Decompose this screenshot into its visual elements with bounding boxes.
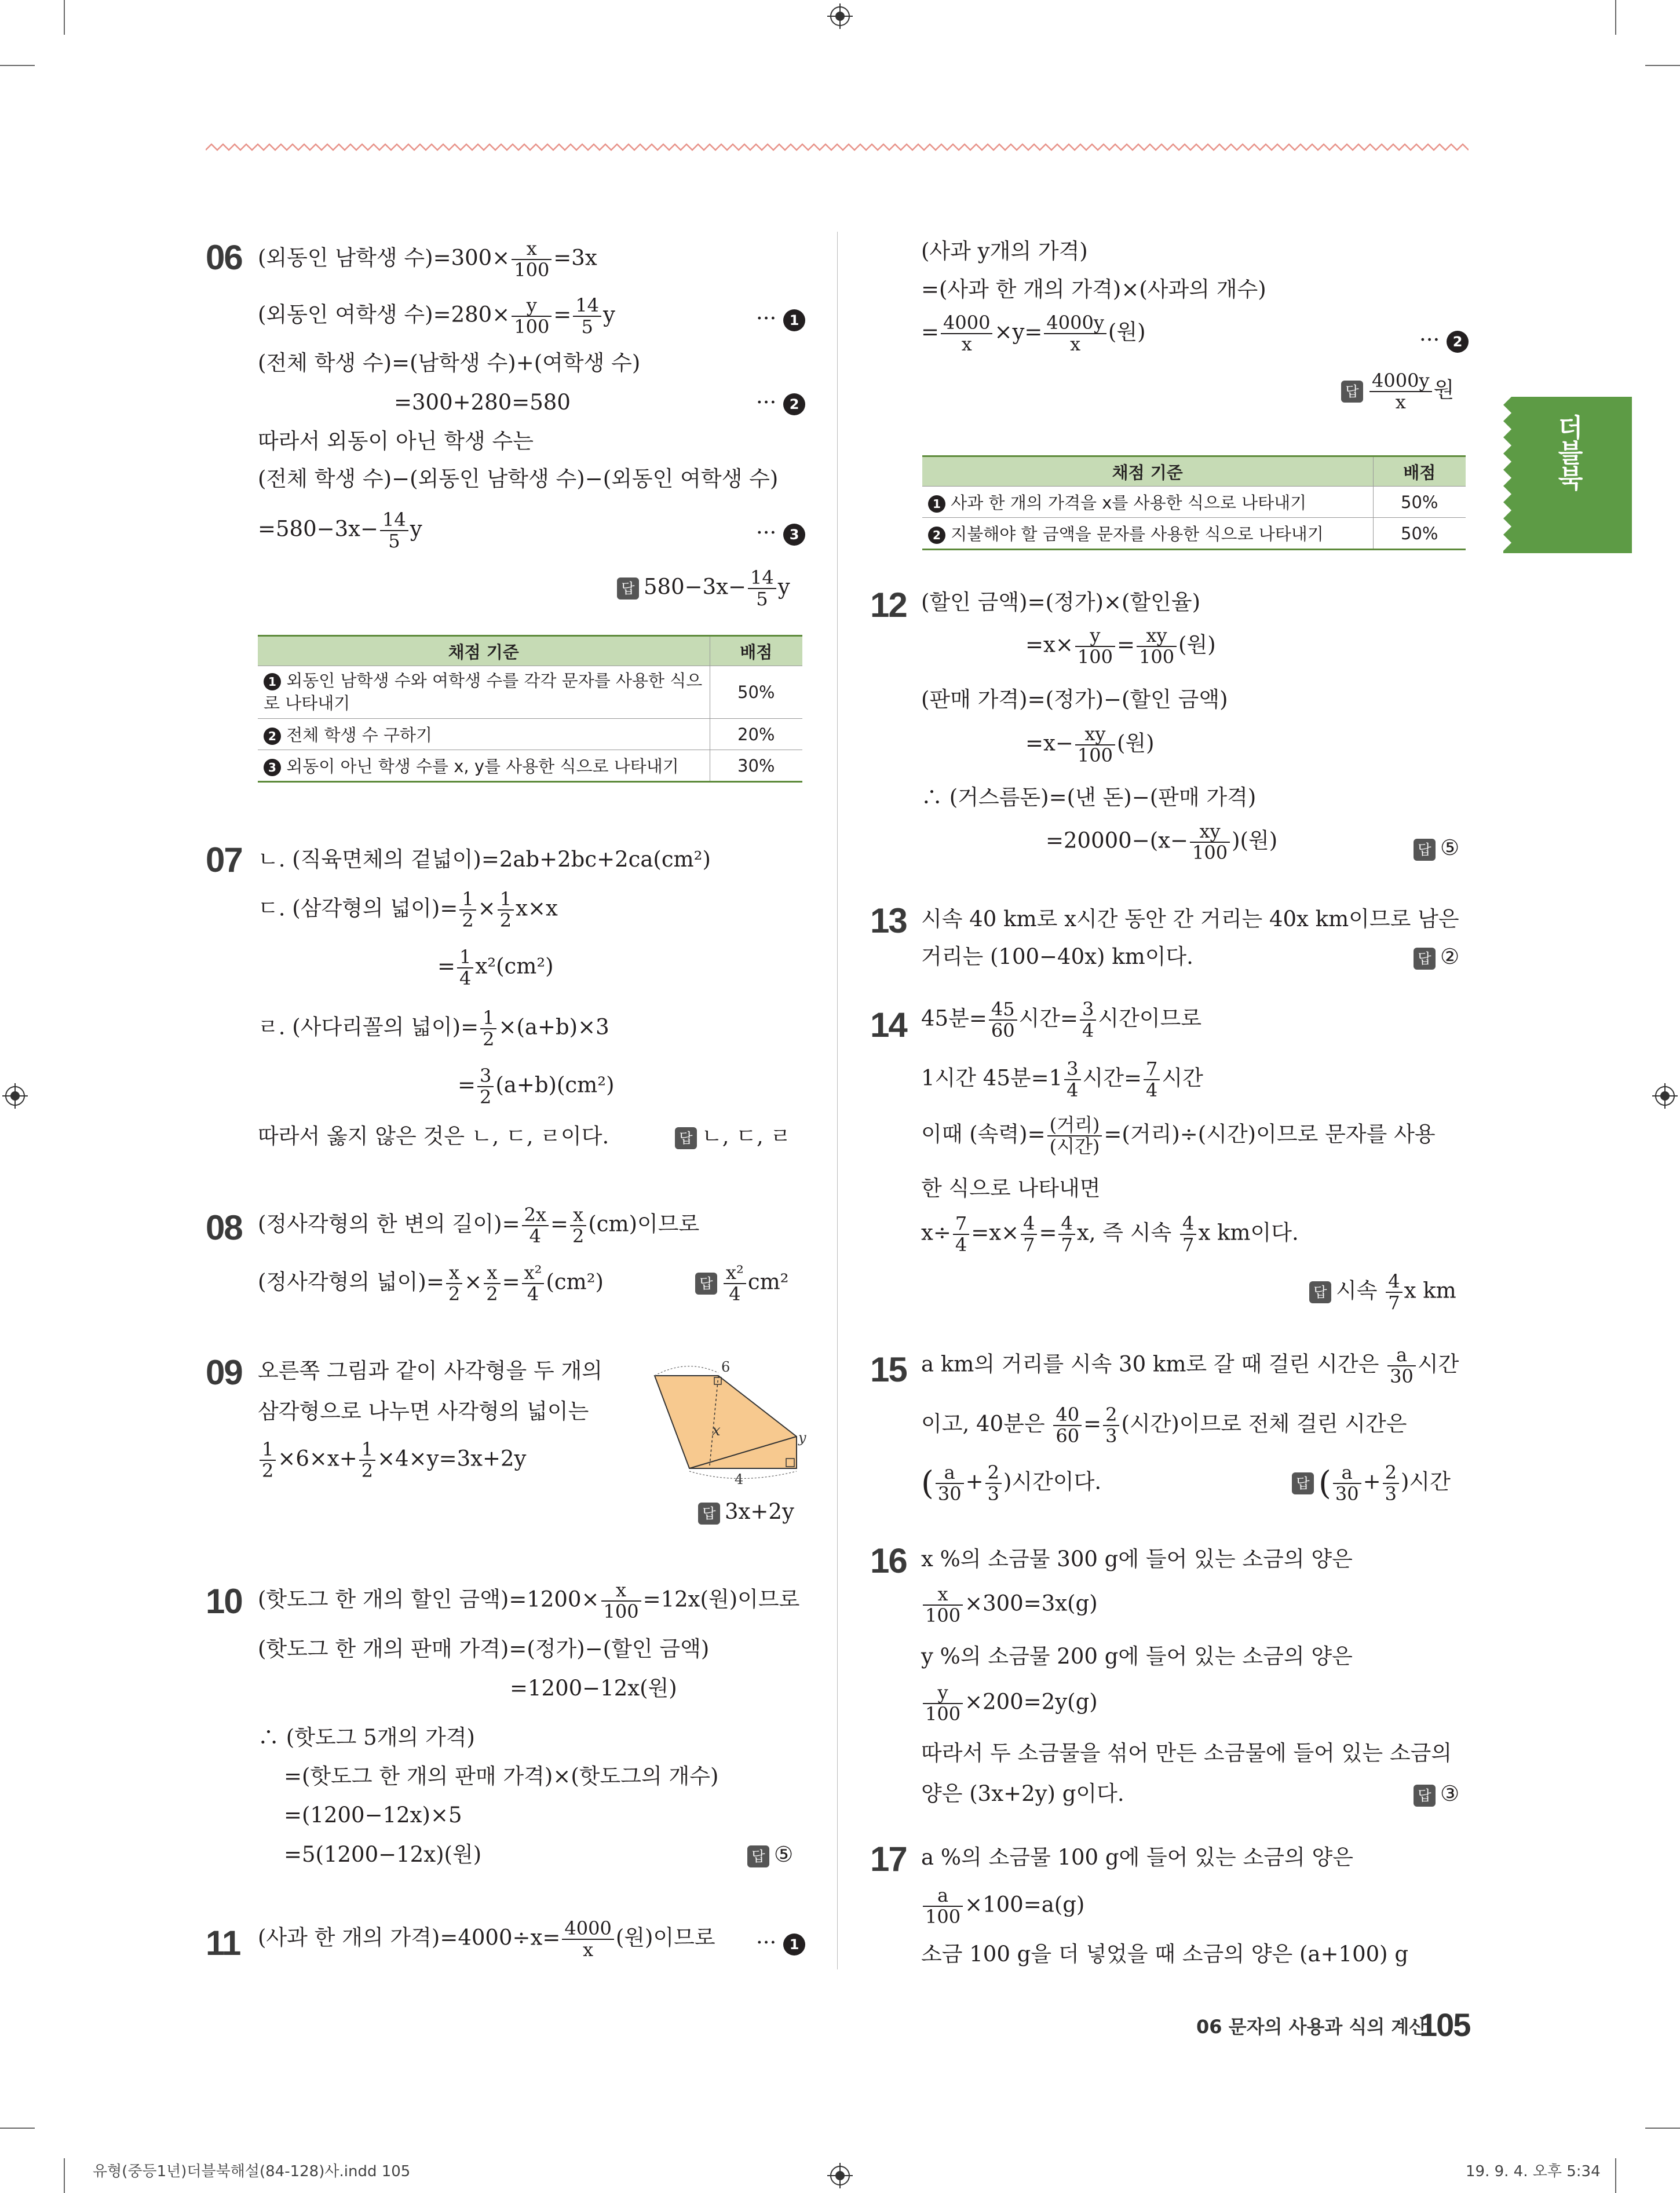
q12-answer: 답 ⑤ (1414, 835, 1459, 861)
q10-line2: (핫도그 한 개의 판매 가격)=(정가)−(할인 금액) (258, 1636, 710, 1661)
criteria-row: 2 전체 학생 수 구하기 (258, 719, 710, 750)
q16-line1: x %의 소금물 300 g에 들어 있는 소금의 양은 (921, 1547, 1353, 1571)
q06-line4: =300+280=580 (394, 390, 571, 415)
score-header: 배점 (710, 636, 802, 666)
criteria-row: 3 외동이 아닌 학생 수를 x, y를 사용한 식으로 나타내기 (258, 750, 710, 782)
question-number-11: 11 (206, 1924, 240, 1962)
q10-line5: =(핫도그 한 개의 판매 가격)×(핫도그의 개수) (284, 1764, 719, 1789)
q14-line4: 한 식으로 나타내면 (921, 1176, 1101, 1201)
q07-line4: ㄹ. (사다리꼴의 넓이)= $\frac{1}{2}$ ×(a+b)×3 (258, 1007, 609, 1051)
q06-line7: =580−3x− $\frac{14}{5}$ y (258, 509, 422, 553)
q07-line2: ㄷ. (삼각형의 넓이)= $\frac{1}{2}$ × $\frac{1}{2}$ x×x (258, 888, 558, 932)
q16-answer: 답 ③ (1414, 1781, 1459, 1807)
registration-mark-icon (2, 1083, 28, 1109)
fig-label-6: 6 (721, 1359, 731, 1375)
column-divider (837, 232, 838, 1969)
q14-line5: x÷ $\frac{7}{4}$ =x× $\frac{4}{7}$ = $\frac{4}{7}$ x, 즉 시속 $\frac{4}{7}$ x km이다. (921, 1212, 1299, 1256)
criteria-row: 2 지불해야 할 금액을 문자를 사용한 식으로 나타내기 (922, 518, 1373, 550)
q06-line6: (전체 학생 수)−(외동인 남학생 수)−(외동인 여학생 수) (258, 466, 779, 491)
q07-line3: = $\frac{1}{4}$ x²(cm²) (437, 946, 554, 990)
question-number-07: 07 (206, 840, 242, 879)
q13-answer: 답 ② (1414, 944, 1459, 970)
criteria-score: 30% (710, 750, 802, 782)
question-number-15: 15 (870, 1350, 907, 1389)
q07-line1: ㄴ. (직육면체의 겉넓이)=2ab+2bc+2ca(cm²) (258, 847, 711, 872)
q14-line3: 이때 (속력)= $\frac{\text{(거리)}}{\text{(시간)}}$ =(거리)÷(시간)이므로 문자를 사용 (921, 1114, 1436, 1158)
q11-line3: =(사과 한 개의 가격)×(사과의 개수) (921, 277, 1266, 302)
criteria-row: 1 사과 한 개의 가격을 x를 사용한 식으로 나타내기 (922, 487, 1373, 518)
q10-line4: ∴ (핫도그 5개의 가격) (258, 1725, 475, 1750)
q07-line5: = $\frac{3}{2}$ (a+b)(cm²) (458, 1065, 615, 1109)
q09-line3: $\frac{1}{2}$ ×6×x+ $\frac{1}{2}$ ×4×y=3x+2y (258, 1439, 526, 1481)
step-marker: ··· 2 (1419, 327, 1469, 353)
q09-line2: 삼각형으로 나누면 사각형의 넓이는 (258, 1399, 589, 1424)
crop-mark (1615, 2158, 1616, 2193)
q12-line6: =20000−(x− $\frac{xy}{100}$ )(원) (1046, 820, 1278, 864)
q16-line3: y %의 소금물 200 g에 들어 있는 소금의 양은 (921, 1644, 1353, 1669)
q13-line2: 거리는 (100−40x) km이다. (921, 944, 1193, 969)
page-number: 105 (1419, 2006, 1470, 2043)
q16-line6: 양은 (3x+2y) g이다. (921, 1781, 1124, 1806)
crop-mark (0, 65, 35, 66)
q07-line6: 따라서 옳지 않은 것은 ㄴ, ㄷ, ㄹ이다. (258, 1124, 609, 1149)
q17-line3: 소금 100 g을 더 넣었을 때 소금의 양은 (a+100) g (921, 1942, 1409, 1967)
q17-line1: a %의 소금물 100 g에 들어 있는 소금의 양은 (921, 1845, 1353, 1870)
criteria-header: 채점 기준 (258, 636, 710, 666)
q10-line7: =5(1200−12x)(원) (284, 1842, 482, 1867)
criteria-header: 채점 기준 (922, 456, 1373, 487)
step-marker: ··· 1 (756, 1930, 805, 1956)
q15-answer: 답 ( $\frac{a}{30}$ + $\frac{2}{3}$ )시간 (1292, 1463, 1451, 1504)
q06-criteria-table (258, 635, 802, 783)
q17-line2: $\frac{a}{100}$ ×100=a(g) (921, 1885, 1084, 1927)
q11-line1: (사과 한 개의 가격)=4000÷x= $\frac{4000}{x}$ (원)이므로 (258, 1917, 715, 1961)
q14-line2: 1시간 45분=1 $\frac{3}{4}$ 시간= $\frac{7}{4}$ 시간 (921, 1058, 1203, 1102)
q14-answer: 답 시속 $\frac{4}{7}$ x km (1309, 1271, 1456, 1313)
crop-mark (64, 0, 65, 35)
print-date: 19. 9. 4. 오후 5:34 (1466, 2163, 1601, 2180)
q06-line2: (외동인 여학생 수)=280× $\frac{y}{100}$ = $\frac{14}{5}$ y (258, 294, 615, 338)
q12-line3: (판매 가격)=(정가)−(할인 금액) (921, 687, 1228, 712)
step-marker: ··· 1 (756, 306, 805, 331)
side-tab (1503, 397, 1632, 553)
side-tab-label: 더블북 (1553, 414, 1583, 491)
question-number-14: 14 (870, 1006, 907, 1044)
q12-line4: =x− $\frac{xy}{100}$ (원) (1025, 723, 1155, 767)
q09-line1: 오른쪽 그림과 같이 사각형을 두 개의 (258, 1358, 602, 1383)
q06-answer: 답 580−3x− $\frac{14}{5}$ y (617, 568, 790, 609)
header-zigzag-rule (206, 142, 1469, 152)
q11-line2: (사과 y개의 가격) (921, 239, 1088, 264)
q16-line2: $\frac{x}{100}$ ×300=3x(g) (921, 1584, 1098, 1626)
registration-mark-icon (827, 2163, 853, 2188)
q09-answer: 답 3x+2y (698, 1499, 794, 1525)
registration-mark-icon (1652, 1083, 1678, 1109)
q10-line1: (핫도그 한 개의 할인 금액)=1200× $\frac{x}{100}$ =12x(원)이므로 (258, 1579, 800, 1623)
question-number-16: 16 (870, 1541, 907, 1580)
q15-line1: a km의 거리를 시속 30 km로 갈 때 걸린 시간은 $\frac{a}{30}$ 시간 (921, 1344, 1459, 1388)
criteria-row: 1 외동인 남학생 수와 여학생 수를 각각 문자를 사용한 식으로 나타내기 (258, 666, 710, 719)
crop-mark (1615, 0, 1616, 35)
question-number-08: 08 (206, 1208, 242, 1247)
q11-line4: = $\frac{4000}{x}$ ×y= $\frac{4000y}{x}$ (원) (921, 312, 1146, 356)
fig-label-y: y (798, 1430, 806, 1446)
question-number-06: 06 (206, 238, 242, 277)
q14-line1: 45분= $\frac{45}{60}$ 시간= $\frac{3}{4}$ 시간이므로 (921, 998, 1202, 1042)
q10-answer: 답 ⑤ (747, 1842, 793, 1867)
q11-answer: 답 $\frac{4000y}{x}$ 원 (1341, 371, 1454, 412)
step-marker: ··· 2 (756, 390, 805, 415)
step-marker: ··· 3 (756, 520, 805, 546)
q08-line2: (정사각형의 넓이)= $\frac{x}{2}$ × $\frac{x}{2}$ = $\frac{\text{x²}}{4}$ (cm²) (258, 1262, 604, 1306)
q13-line1: 시속 40 km로 x시간 동안 간 거리는 40x km이므로 남은 (921, 907, 1459, 931)
q08-answer: 답 $\frac{\text{x²}}{4}$ cm² (695, 1263, 789, 1304)
question-number-17: 17 (870, 1840, 907, 1878)
criteria-score: 50% (710, 666, 802, 719)
q08-line1: (정사각형의 한 변의 길이)= $\frac{2x}{4}$ = $\frac{x}{2}$ (cm)이므로 (258, 1204, 700, 1248)
crop-mark (1645, 2128, 1680, 2129)
q06-line3: (전체 학생 수)=(남학생 수)+(여학생 수) (258, 350, 641, 375)
q11-criteria-table (922, 455, 1466, 550)
file-info: 유형(중등1년)더블북해설(84-128)사.indd 105 (93, 2163, 411, 2180)
score-header: 배점 (1373, 456, 1466, 487)
q07-answer: 답 ㄴ, ㄷ, ㄹ (675, 1124, 791, 1149)
question-number-13: 13 (870, 901, 907, 940)
question-number-09: 09 (206, 1353, 242, 1392)
registration-mark-icon (827, 3, 853, 29)
q06-line5: 따라서 외동이 아닌 학생 수는 (258, 429, 534, 454)
crop-mark (0, 2128, 35, 2129)
chapter-title: 06 문자의 사용과 식의 계산 (1196, 2016, 1427, 2038)
q12-line5: ∴ (거스름돈)=(낸 돈)−(판매 가격) (921, 785, 1257, 810)
q16-line4: $\frac{y}{100}$ ×200=2y(g) (921, 1683, 1098, 1724)
q10-line3: =1200−12x(원) (510, 1676, 677, 1701)
q12-line1: (할인 금액)=(정가)×(할인율) (921, 590, 1201, 615)
q16-line5: 따라서 두 소금물을 섞어 만든 소금물에 들어 있는 소금의 (921, 1741, 1452, 1766)
crop-mark (64, 2158, 65, 2193)
quadrilateral-figure (652, 1355, 808, 1494)
criteria-score: 50% (1373, 487, 1466, 518)
criteria-score: 50% (1373, 518, 1466, 550)
crop-mark (1645, 65, 1680, 66)
q10-line6: =(1200−12x)×5 (284, 1803, 462, 1828)
fig-label-4: 4 (735, 1471, 744, 1487)
q12-line2: =x× $\frac{y}{100}$ = $\frac{xy}{100}$ (원) (1025, 624, 1216, 668)
criteria-score: 20% (710, 719, 802, 750)
q15-line3: ( $\frac{a}{30}$ + $\frac{2}{3}$ )시간이다. (921, 1461, 1102, 1505)
question-number-10: 10 (206, 1582, 242, 1621)
q15-line2: 이고, 40분은 $\frac{40}{60}$ = $\frac{2}{3}$ (시간)이므로 전체 걸린 시간은 (921, 1403, 1407, 1448)
question-number-12: 12 (870, 586, 907, 624)
fig-label-x: x (712, 1422, 721, 1439)
q06-line1: (외동인 남학생 수)=300× $\frac{x}{100}$ =3x (258, 237, 597, 282)
